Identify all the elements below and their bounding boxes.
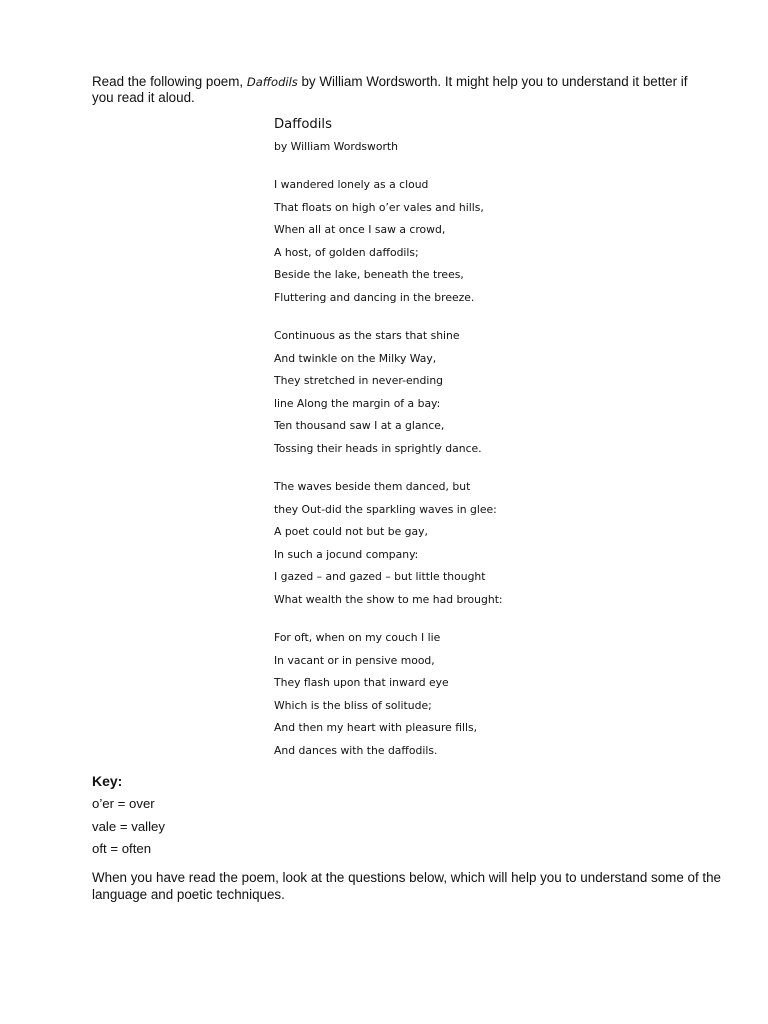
poem-author: by William Wordsworth bbox=[274, 140, 399, 153]
poem-line: The waves beside them danced, but bbox=[274, 480, 471, 493]
poem-line: I wandered lonely as a cloud bbox=[274, 178, 429, 191]
key-heading: Key: bbox=[92, 773, 123, 789]
stanza-2 bbox=[274, 325, 482, 461]
poem-line: Tossing their heads in sprightly dance. bbox=[274, 441, 482, 455]
poem-line: A poet could not but be gay, bbox=[274, 525, 428, 539]
outro-paragraph: When you have read the poem, look at the questions below, which will help you to understand some of the language and poetic techniques. bbox=[92, 870, 721, 902]
key-item: o’er = over bbox=[92, 796, 155, 811]
key-list bbox=[92, 795, 165, 863]
poem-line: they Out-did the sparkling waves in glee: bbox=[274, 502, 497, 516]
poem-line: Which is the bliss of solitude; bbox=[274, 698, 432, 712]
poem-line: Beside the lake, beneath the trees, bbox=[274, 268, 464, 282]
poem-line: In vacant or in pensive mood, bbox=[274, 653, 435, 667]
stanza-1 bbox=[274, 174, 484, 310]
stanza-3 bbox=[274, 476, 503, 612]
poem-line: A host, of golden daffodils; bbox=[274, 245, 419, 259]
poem-line: line Along the margin of a bay: bbox=[274, 396, 441, 410]
poem-line: And twinkle on the Milky Way, bbox=[274, 351, 437, 365]
intro-text-before: Read the following poem, bbox=[92, 74, 247, 89]
key-item: vale = valley bbox=[92, 818, 165, 834]
poem-line: What wealth the show to me had brought: bbox=[274, 592, 503, 606]
poem-line: In such a jocund company: bbox=[274, 547, 419, 561]
poem-line: Continuous as the stars that shine bbox=[274, 329, 460, 342]
key-item: oft = often bbox=[92, 841, 152, 856]
poem-line: They flash upon that inward eye bbox=[274, 676, 449, 690]
poem-title: Daffodils bbox=[274, 117, 332, 132]
poem-line: And then my heart with pleasure fills, bbox=[274, 721, 478, 735]
poem-line: And dances with the daffodils. bbox=[274, 743, 438, 757]
poem-line: They stretched in never-ending bbox=[274, 374, 444, 388]
intro-paragraph bbox=[92, 74, 712, 106]
poem-line: I gazed – and gazed – but little thought bbox=[274, 570, 486, 584]
intro-poem-reference: Daffodils bbox=[246, 75, 298, 89]
poem-line: When all at once I saw a crowd, bbox=[274, 223, 446, 237]
poem-line: Ten thousand saw I at a glance, bbox=[274, 419, 445, 433]
poem-line: Fluttering and dancing in the breeze. bbox=[274, 290, 475, 304]
poem-line: That floats on high o’er vales and hills, bbox=[274, 200, 484, 214]
stanza-4 bbox=[274, 627, 477, 763]
intro-text-after: by William Wordsworth. It might help you to understand it better if you read it aloud. bbox=[92, 74, 688, 105]
poem-line: For oft, when on my couch I lie bbox=[274, 631, 441, 644]
